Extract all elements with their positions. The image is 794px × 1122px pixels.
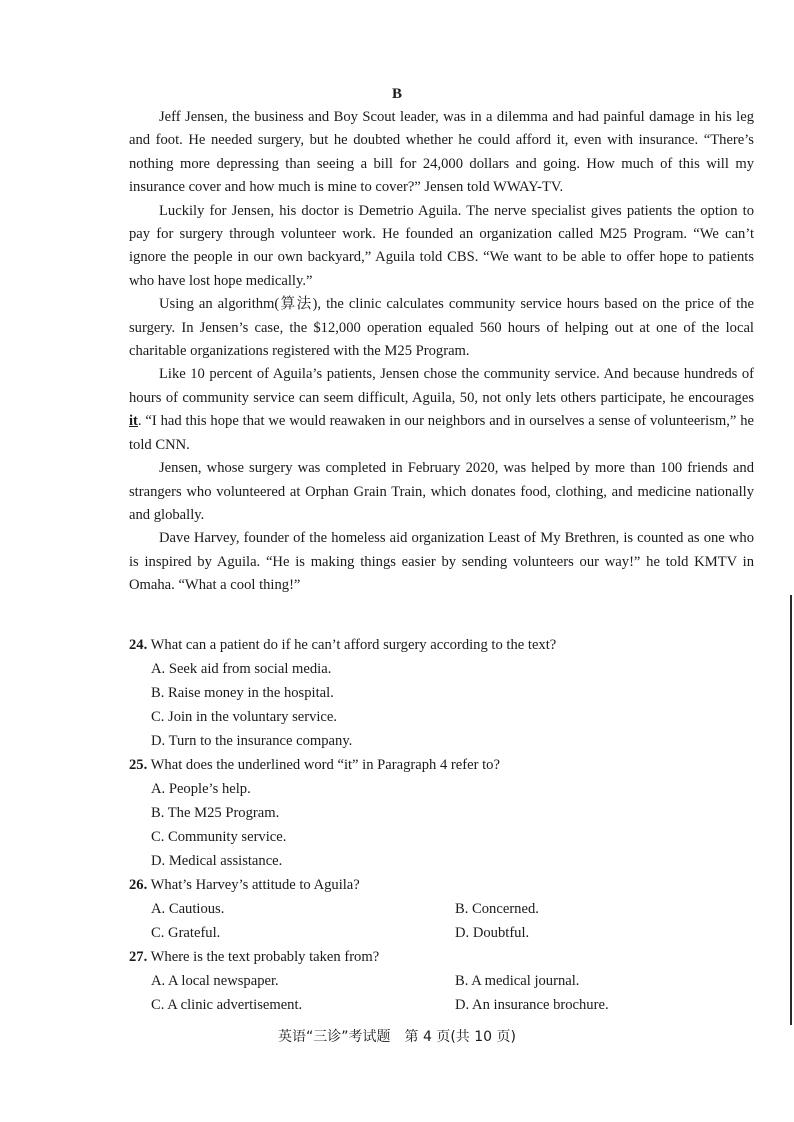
paragraph-4-text-after: . “I had this hope that we would reawaken in our neighbors and in ourselves a sense of volunteerism,” he told CNN. xyxy=(129,413,754,453)
paragraph-1: Jeff Jensen, the business and Boy Scout leader, was in a dilemma and had painful damage in his leg and foot. He needed surgery, but he doubted whether he could afford it, even with insurance. “There’s nothing more depressing than seeing a bill for 24,000 dollars and going. How much of this will my insurance cover and how much is mine to cover?” Jensen told WWAY-TV. xyxy=(129,109,754,196)
question-number: 24. xyxy=(129,637,148,653)
question-stem xyxy=(129,945,754,969)
question-text: What does the underlined word “it” in Paragraph 4 refer to? xyxy=(150,757,500,773)
paragraph-2: Luckily for Jensen, his doctor is Demetrio Aguila. The nerve specialist gives patients the option to pay for surgery through volunteer work. He founded an organization called M25 Program. “We can’t ignore the people in our own backyard,” Aguila told CBS. “We want to be able to offer hope to patients who have lost hope medically.” xyxy=(129,202,754,289)
option-grid xyxy=(129,969,754,1017)
option-a: A. People’s help. xyxy=(151,781,251,797)
option-b: B. A medical journal. xyxy=(455,973,580,989)
option-c: C. A clinic advertisement. xyxy=(151,997,303,1013)
option-d: D. An insurance brochure. xyxy=(455,997,609,1013)
section-label: B xyxy=(391,86,402,102)
option-d: D. Doubtful. xyxy=(455,925,530,941)
question-text: What’s Harvey’s attitude to Aguila? xyxy=(150,877,360,893)
option-a: A. A local newspaper. xyxy=(151,973,279,989)
option-d: D. Turn to the insurance company. xyxy=(151,733,353,749)
option-grid xyxy=(129,897,754,945)
option-d: D. Medical assistance. xyxy=(151,853,283,869)
reading-passage xyxy=(129,106,754,598)
option-b: B. Concerned. xyxy=(455,901,539,917)
paragraph-3: Using an algorithm(算法), the clinic calculates community service hours based on the price of the surgery. In Jensen’s case, the $12,000 operation equaled 560 hours of helping out at one of the local charitable organizations registered with the M25 Program. xyxy=(129,296,754,360)
question-number: 25. xyxy=(129,757,148,773)
page-footer: 英语“三诊”考试题 第 4 页(共 10 页) xyxy=(278,1029,516,1045)
margin-rule xyxy=(790,595,792,1025)
question-26 xyxy=(129,873,754,945)
underlined-word-it: it xyxy=(129,413,138,430)
question-27 xyxy=(129,945,754,1017)
question-number: 26. xyxy=(129,877,148,893)
option-b: B. Raise money in the hospital. xyxy=(151,685,334,701)
paragraph-5: Jensen, whose surgery was completed in February 2020, was helped by more than 100 friends and strangers who volunteered at Orphan Grain Train, which donates food, clothing, and medicine nationally and globally. xyxy=(129,460,754,523)
question-stem xyxy=(129,873,754,897)
option-a: A. Seek aid from social media. xyxy=(151,661,332,677)
question-stem xyxy=(129,753,754,777)
question-text: Where is the text probably taken from? xyxy=(150,949,380,965)
question-list xyxy=(129,633,754,1017)
question-stem xyxy=(129,633,754,657)
question-24 xyxy=(129,633,754,753)
option-c: C. Join in the voluntary service. xyxy=(151,709,338,725)
option-c: C. Community service. xyxy=(151,829,287,845)
paragraph-4 xyxy=(129,363,754,457)
option-a: A. Cautious. xyxy=(151,901,225,917)
paragraph-6: Dave Harvey, founder of the homeless aid organization Least of My Brethren, is counted as one who is inspired by Aguila. “He is making things easier by sending volunteers our way!” he told KMTV in Omaha. “What a cool thing!” xyxy=(129,530,754,594)
paragraph-4-text-before: Like 10 percent of Aguila’s patients, Jensen chose the community service. And because hundreds of hours of community service can seem difficult, Aguila, 50, not only lets others participate, he encourages xyxy=(129,366,754,406)
question-text: What can a patient do if he can’t afford surgery according to the text? xyxy=(150,637,557,653)
question-25 xyxy=(129,753,754,873)
question-number: 27. xyxy=(129,949,148,965)
option-c: C. Grateful. xyxy=(151,925,221,941)
option-b: B. The M25 Program. xyxy=(151,805,280,821)
